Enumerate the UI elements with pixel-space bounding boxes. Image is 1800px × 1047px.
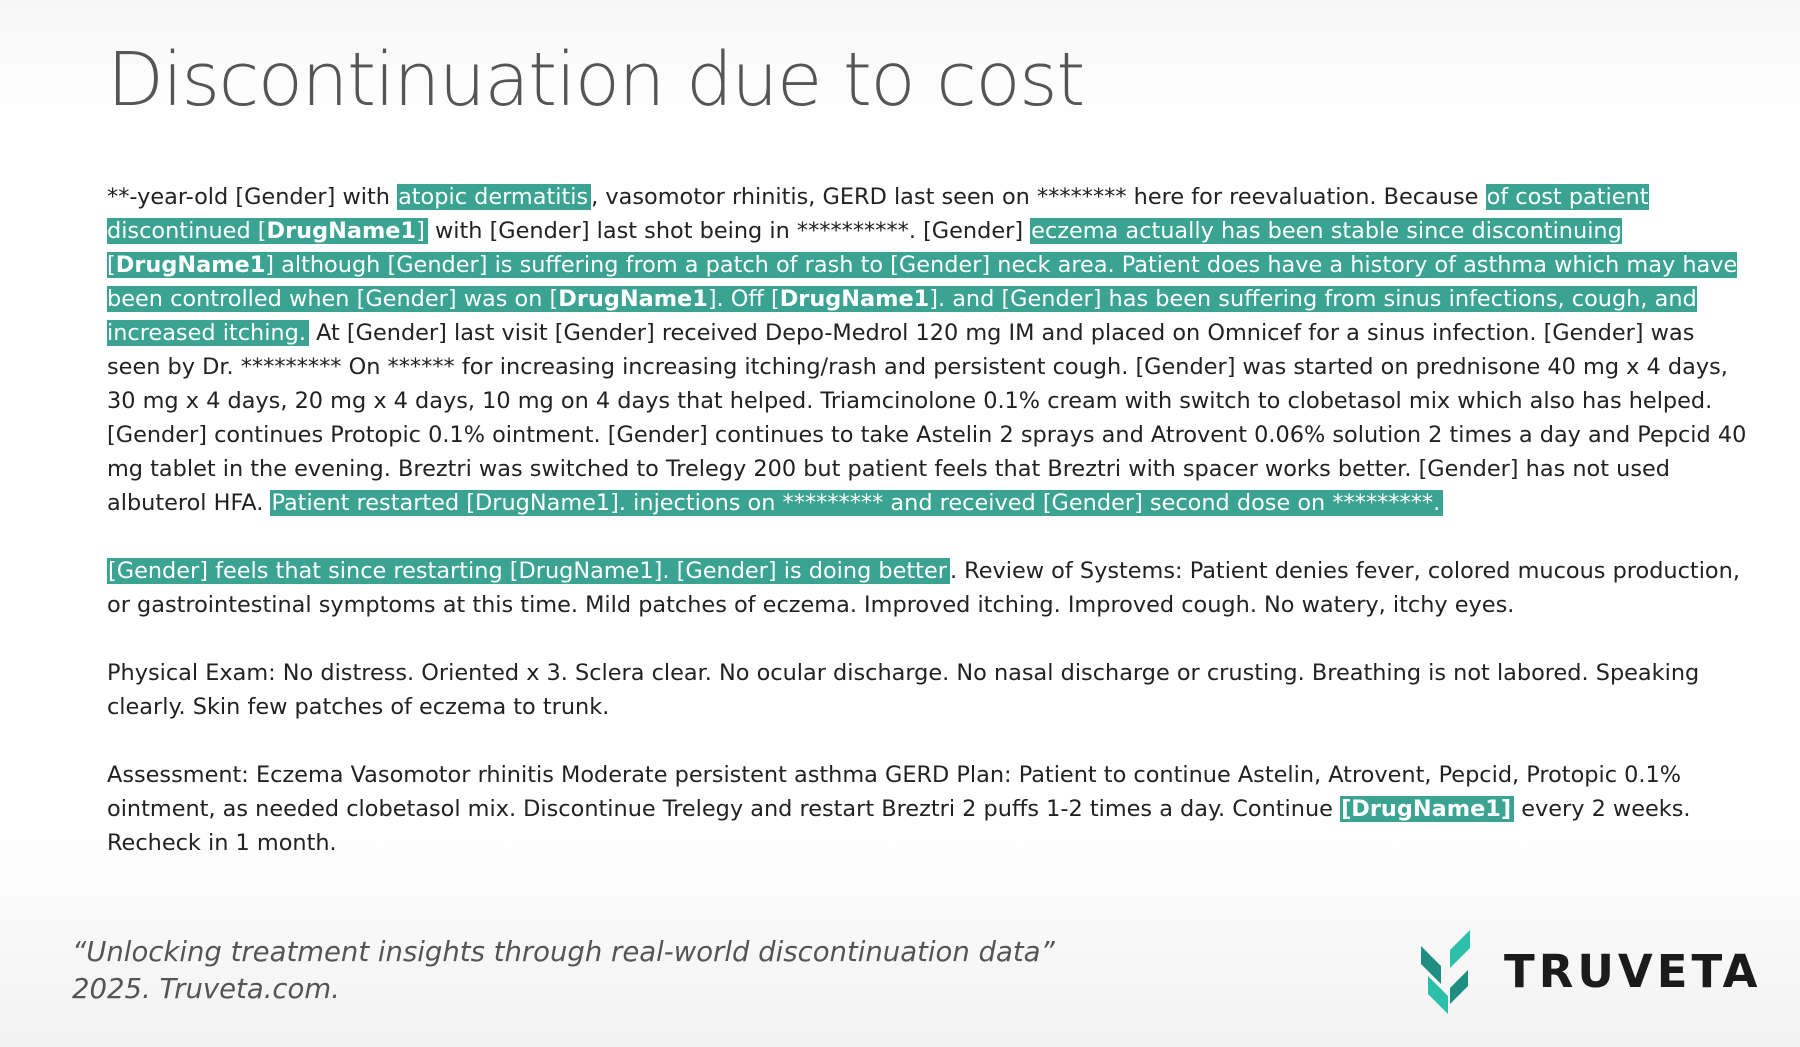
note-text: Physical Exam: No distress. Oriented x 3. Sclera clear. No ocular discharge. No nasal discharge or crusting. Breathing is not labored. Speaking clearly. Skin few patches of eczema to trunk. xyxy=(107,660,1700,720)
note-text: , vasomotor rhinitis, GERD last seen on ******** here for reevaluation. Because xyxy=(591,184,1486,210)
highlight-text: of cost patient discontinued [ xyxy=(107,184,1649,244)
citation-source: 2025. Truveta.com. xyxy=(72,973,340,1005)
citation-title: “Unlocking treatment insights through real-world discontinuation data” xyxy=(72,936,1055,968)
drug-name-bold: DrugName1 xyxy=(558,286,708,312)
highlight-diagnosis: atopic dermatitis xyxy=(397,184,591,210)
note-text: . Review of Systems: Patient denies fever, colored mucous production, or gastrointestinal symptoms at this time. Mild patches of eczema. Improved itching. Improved cough. No watery, itchy eyes. xyxy=(107,558,1740,618)
truveta-logo xyxy=(1418,926,1761,1016)
highlight-restart: Patient restarted [DrugName1]. injections on ********* and received [Gender] second dose on *********. xyxy=(270,490,1443,516)
clinical-note xyxy=(107,180,1747,860)
highlight-text: eczema actually has been stable since discontinuing [ xyxy=(107,218,1622,278)
drug-name-bold: DrugName1 xyxy=(115,252,266,278)
citation xyxy=(72,934,1055,1008)
highlight-text: ] xyxy=(416,218,425,244)
slide-title: Discontinuation due to cost xyxy=(107,37,1084,123)
truveta-chevron-icon xyxy=(1418,926,1474,1016)
truveta-wordmark: TRUVETA xyxy=(1504,944,1762,998)
highlight-improvement: [Gender] feels that since restarting [DrugName1]. [Gender] is doing better xyxy=(107,558,950,584)
note-paragraph-assessment xyxy=(107,758,1747,860)
note-paragraph-exam xyxy=(107,656,1747,724)
drug-name-bold: DrugName1 xyxy=(779,286,930,312)
highlight-text: ]. and [Gender] has been suffering from sinus infections, cough, and increased itching. xyxy=(107,286,1697,346)
drug-name-bold: DrugName1 xyxy=(266,218,417,244)
note-text: every 2 weeks. Recheck in 1 month. xyxy=(107,796,1691,856)
note-text: with [Gender] last shot being in **********. [Gender] xyxy=(427,218,1031,244)
highlight-continue-drug: [DrugName1] xyxy=(1340,796,1514,822)
note-paragraph-history xyxy=(107,180,1747,520)
note-text: **-year-old [Gender] with xyxy=(107,184,398,210)
note-text: At [Gender] last visit [Gender] received Depo-Medrol 120 mg IM and placed on Omnicef for a sinus infection. [Gender] was seen by Dr. ********* On ****** for increasing increasing itching/rash and persistent cough. [Gender] was started on prednisone 40 mg x 4 days, 30 mg x 4 days, 20 mg x 4 days, 10 mg on 4 days that helped. Triamcinolone 0.1% cream with switch to clobetasol mix which also has helped. [Gender] continues Protopic 0.1% ointment. [Gender] continues to take Astelin 2 sprays and Atrovent 0.06% solution 2 times a day and Pepcid 40 mg tablet in the evening. Breztri was switched to Trelegy 200 but patient feels that Breztri with spacer works better. [Gender] has not used albuterol HFA. xyxy=(107,320,1747,516)
note-paragraph-review xyxy=(107,554,1747,622)
highlight-text: ]. Off [ xyxy=(707,286,780,312)
highlight-text: ] although [Gender] is suffering from a patch of rash to [Gender] neck area. Patient does have a history of asthma which may have been controlled when [Gender] was on [ xyxy=(107,252,1738,312)
note-text: Assessment: Eczema Vasomotor rhinitis Moderate persistent asthma GERD Plan: Patient to continue Astelin, Atrovent, Pepcid, Protopic 0.1% ointment, as needed clobetasol mix. Discontinue Trelegy and restart Breztri 2 puffs 1-2 times a day. Continue xyxy=(107,762,1682,822)
